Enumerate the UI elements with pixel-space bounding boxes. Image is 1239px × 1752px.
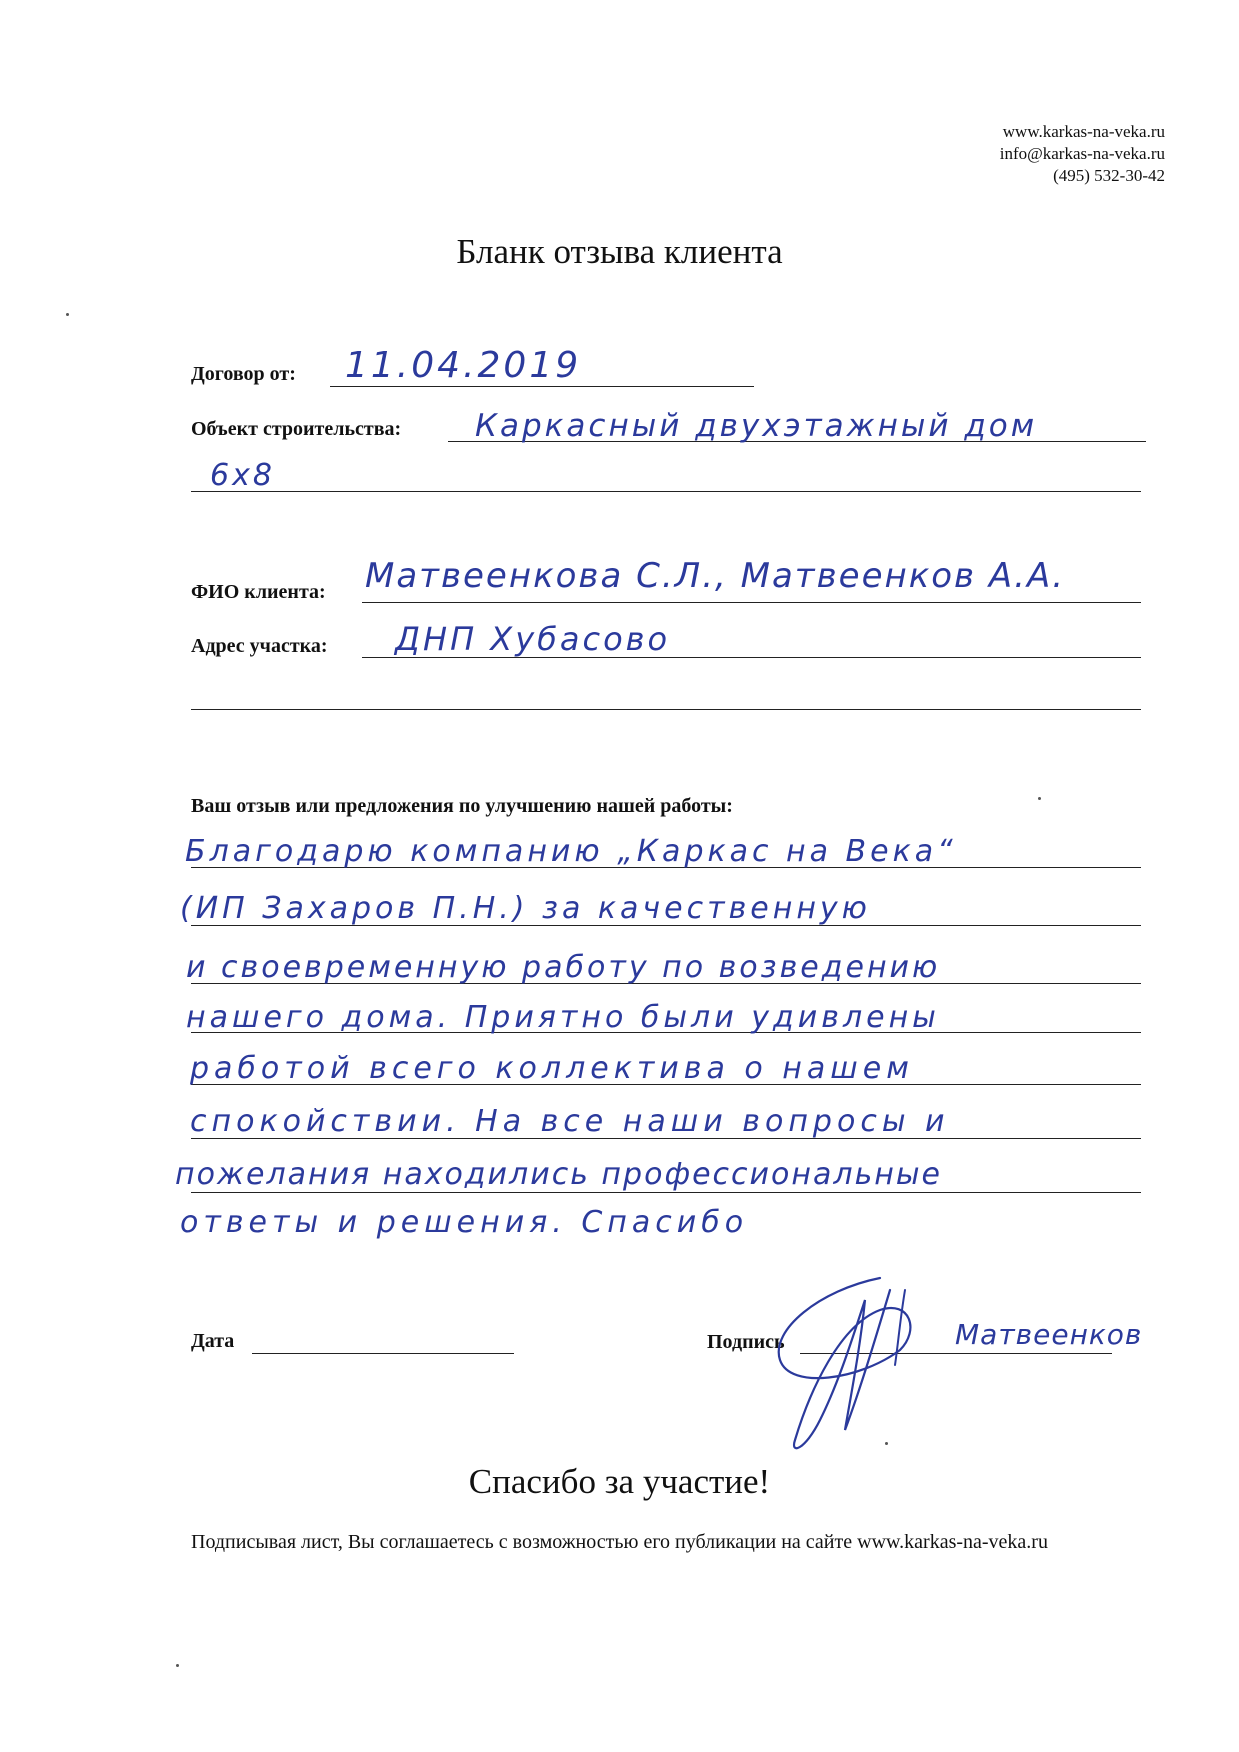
feedback-line-7 <box>191 1192 1141 1193</box>
client-value: Матвеенкова С.Л., Матвеенков А.А. <box>365 556 1066 596</box>
scan-speck <box>885 1442 888 1445</box>
feedback-text-line: спокойствии. На все наши вопросы и <box>190 1104 950 1139</box>
date-label: Дата <box>191 1330 235 1352</box>
signature-label: Подпись <box>707 1331 785 1353</box>
feedback-text-line: нашего дома. Приятно были удивлены <box>186 1000 940 1035</box>
feedback-text-line: (ИП Захаров П.Н.) за качественную <box>180 891 871 926</box>
scan-speck <box>1038 797 1041 800</box>
address-line-2 <box>191 709 1141 710</box>
phone-text: (495) 532-30-42 <box>1053 166 1165 185</box>
feedback-label: Ваш отзыв или предложения по улучшению нашей работы: <box>191 795 733 817</box>
address-label: Адрес участка: <box>191 635 328 657</box>
thanks-heading: Спасибо за участие! <box>468 1462 771 1501</box>
signature-scribble <box>750 1270 990 1460</box>
contract-line <box>330 386 754 387</box>
address-value: ДНП Хубасово <box>395 620 671 658</box>
scan-speck <box>66 313 69 316</box>
contacts-block <box>1000 121 1165 187</box>
website-text: www.karkas-na-veka.ru <box>1002 122 1165 141</box>
signature-name: Матвеенков <box>955 1318 1143 1351</box>
date-line <box>252 1353 514 1354</box>
consent-note: Подписывая лист, Вы соглашаетесь с возможностью его публикации на сайте www.karkas-na-veka.ru <box>191 1531 1048 1553</box>
feedback-text-line: пожелания находились профессиональные <box>175 1157 943 1192</box>
feedback-text-line: Благодарю компанию „Каркас на Века“ <box>185 834 957 869</box>
client-label: ФИО клиента: <box>191 581 326 603</box>
email-text: info@karkas-na-veka.ru <box>999 144 1165 163</box>
object-value-1: Каркасный двухэтажный дом <box>475 408 1038 444</box>
object-line-2 <box>191 491 1141 492</box>
feedback-text-line: и своевременную работу по возведению <box>186 950 941 985</box>
feedback-text-line: ответы и решения. Спасибо <box>180 1205 749 1240</box>
scan-speck <box>176 1664 179 1667</box>
contract-label: Договор от: <box>191 363 296 385</box>
feedback-text-line: работой всего коллектива о нашем <box>190 1051 914 1086</box>
contract-value: 11.04.2019 <box>345 345 582 386</box>
client-line <box>362 602 1141 603</box>
page-title: Бланк отзыва клиента <box>456 232 783 271</box>
object-label: Объект строительства: <box>191 418 402 440</box>
object-value-2: 6х8 <box>210 458 275 493</box>
